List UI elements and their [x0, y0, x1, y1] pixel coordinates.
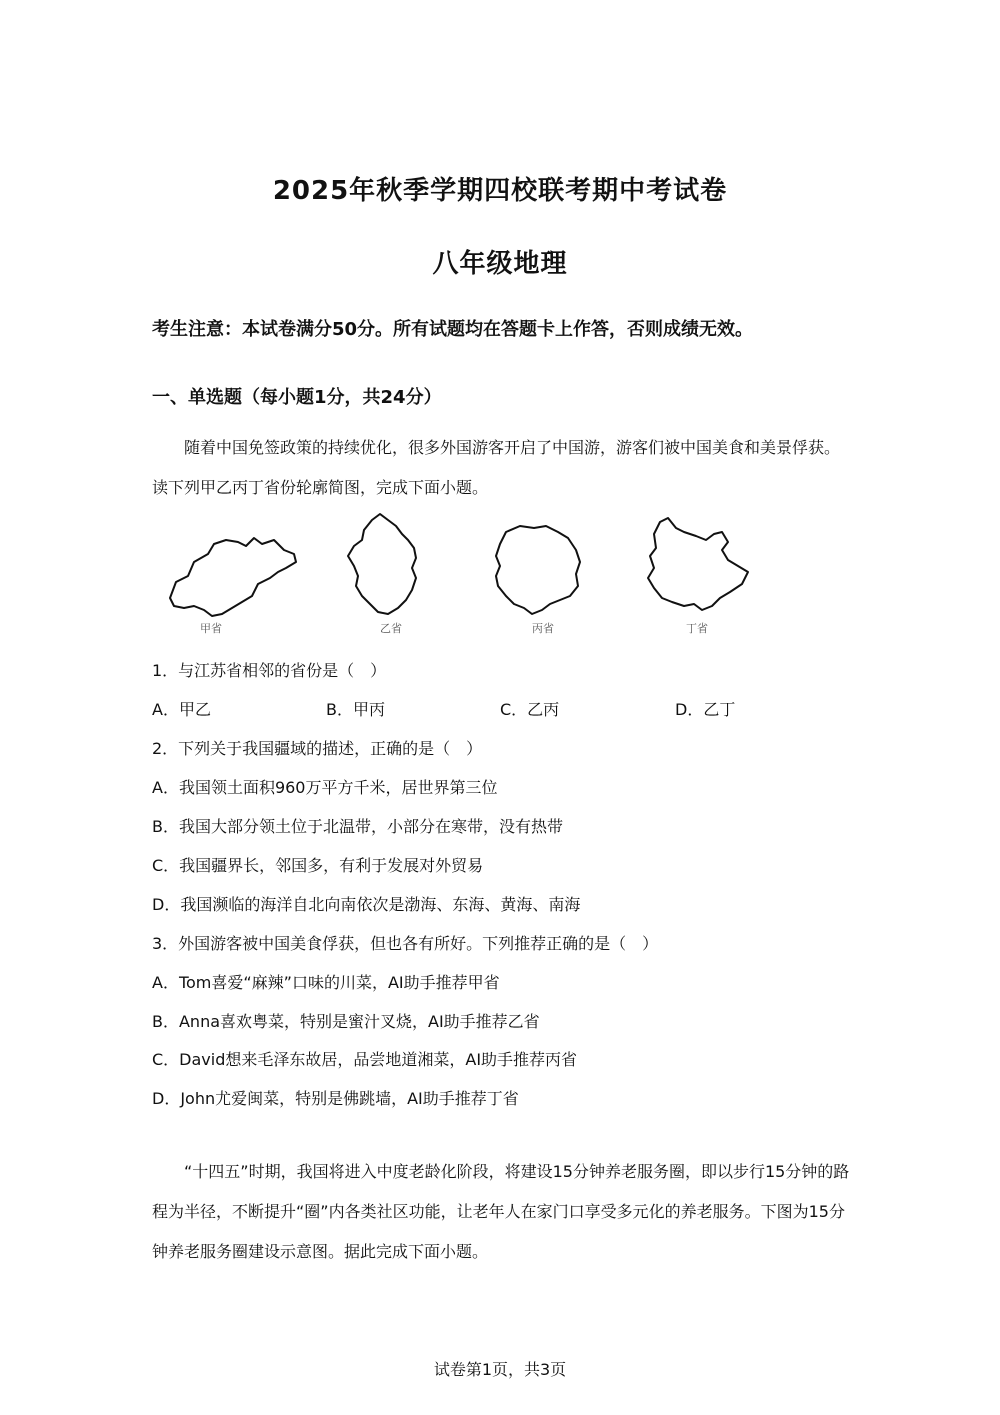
question-1-stem: 1．与江苏省相邻的省份是（ ）	[152, 661, 387, 680]
question-2-stem: 2．下列关于我国疆域的描述，正确的是（ ）	[152, 739, 483, 758]
map-label-jia: 甲省	[200, 622, 222, 635]
question-2-option-d[interactable]: D．我国濒临的海洋自北向南依次是渤海、东海、黄海、南海	[152, 895, 581, 914]
question-2-option-c[interactable]: C．我国疆界长，邻国多，有利于发展对外贸易	[152, 856, 484, 875]
question-3-option-b[interactable]: B．Anna喜欢粤菜，特别是蜜汁叉烧，AI助手推荐乙省	[152, 1012, 540, 1031]
question-3-option-a[interactable]: A．Tom喜爱“麻辣”口味的川菜，AI助手推荐甲省	[152, 973, 500, 992]
map-label-ding: 丁省	[686, 622, 708, 635]
province-jia-outline	[170, 538, 296, 616]
question-3-option-d[interactable]: D．John尤爱闽菜，特别是佛跳墙，AI助手推荐丁省	[152, 1089, 519, 1108]
question-1-option-c[interactable]: C．乙丙	[500, 700, 560, 719]
question-1-option-a[interactable]: A．甲乙	[152, 700, 211, 719]
map-label-yi: 乙省	[380, 622, 402, 635]
question-3-stem: 3．外国游客被中国美食俘获，但也各有所好。下列推荐正确的是（ ）	[152, 934, 659, 953]
province-bing-outline	[496, 526, 580, 614]
question-3-option-c[interactable]: C．David想来毛泽东故居，品尝地道湘菜，AI助手推荐丙省	[152, 1050, 578, 1069]
map-label-bing: 丙省	[532, 622, 554, 635]
question-1-option-b[interactable]: B．甲丙	[326, 700, 385, 719]
question-1-option-d[interactable]: D．乙丁	[675, 700, 736, 719]
exam-notice: 考生注意：本试卷满分50分。所有试题均在答题卡上作答，否则成绩无效。	[152, 319, 754, 340]
intro-paragraph-2: “十四五”时期，我国将进入中度老龄化阶段，将建设15分钟养老服务圈，即以步行15分钟的路程为半径，不断提升“圈”内各类社区功能，让老年人在家门口享受多元化的养老服务。下图为15分钟养老服务圈建设示意图。据此完成下面小题。	[152, 1162, 850, 1261]
exam-subtitle: 八年级地理	[432, 249, 568, 279]
province-outline-maps	[150, 510, 770, 640]
question-2-option-a[interactable]: A．我国领土面积960万平方千米，居世界第三位	[152, 778, 498, 797]
province-ding-outline	[648, 518, 748, 610]
province-yi-outline	[348, 514, 416, 614]
exam-title: 2025年秋季学期四校联考期中考试卷	[272, 176, 728, 206]
province-outlines-svg	[150, 510, 770, 640]
question-2-option-b[interactable]: B．我国大部分领土位于北温带，小部分在寒带，没有热带	[152, 817, 563, 836]
section-title: 一、单选题（每小题1分，共24分）	[152, 387, 442, 408]
page-footer: 试卷第1页，共3页	[433, 1360, 567, 1379]
intro-paragraph: 随着中国免签政策的持续优化，很多外国游客开启了中国游，游客们被中国美食和美景俘获。读下列甲乙丙丁省份轮廓简图，完成下面小题。	[152, 438, 841, 497]
